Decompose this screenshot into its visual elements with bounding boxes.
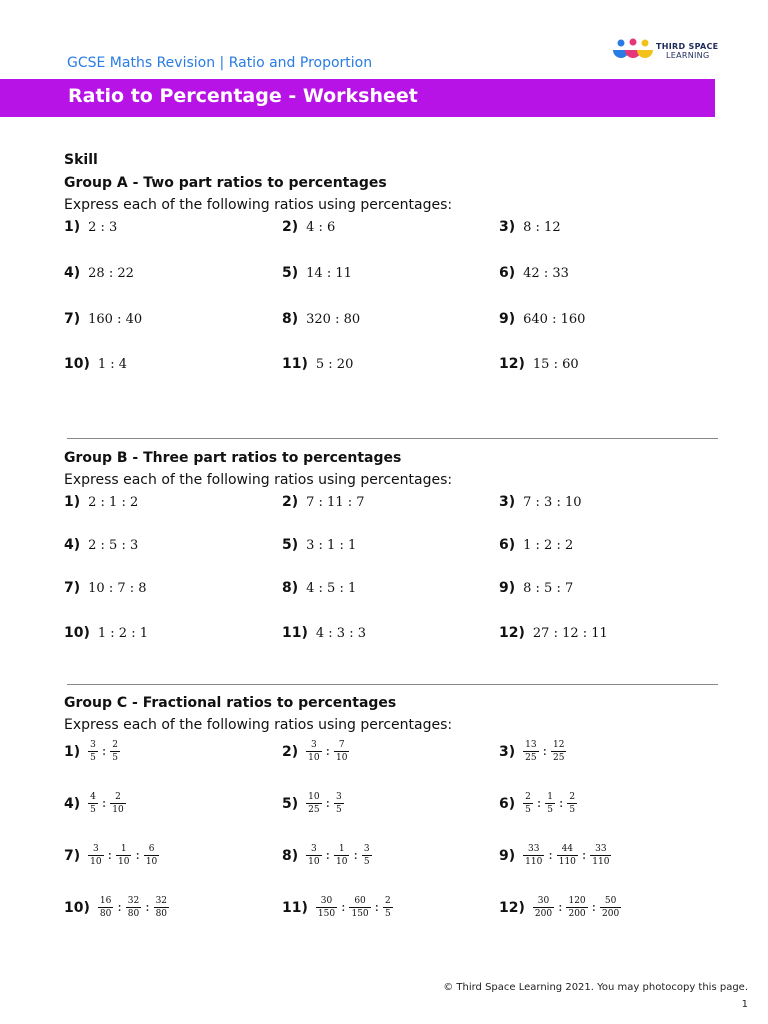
question-number: 2): [282, 743, 299, 760]
question-item: [64, 311, 142, 327]
fraction-denominator: 80: [99, 909, 112, 919]
fraction: [116, 844, 131, 867]
fraction: [88, 792, 98, 815]
fraction-denominator: 5: [569, 805, 576, 815]
ratio-expression: 14 : 11: [306, 265, 352, 281]
question-number: 10): [64, 356, 90, 372]
fraction-ratio: [523, 740, 566, 763]
question-number: 5): [282, 795, 299, 812]
ratio-colon: :: [325, 848, 330, 863]
question-number: 2): [282, 494, 299, 510]
fraction-ratio: [523, 792, 577, 815]
page-title: Ratio to Percentage - Worksheet: [68, 85, 418, 107]
fraction-numerator: 2: [569, 792, 576, 802]
fraction-denominator: 5: [547, 805, 553, 815]
skill-label: Skill: [64, 152, 98, 168]
fraction-numerator: 12: [552, 740, 565, 750]
fraction: [566, 896, 587, 919]
fraction: [334, 844, 349, 867]
question-item: [282, 580, 356, 596]
question-number: 4): [64, 537, 81, 553]
question-number: 4): [64, 795, 81, 812]
question-item: [64, 580, 147, 596]
question-number: 5): [282, 265, 299, 281]
ratio-colon: :: [374, 900, 380, 915]
question-number: 8): [282, 580, 299, 596]
fraction-denominator: 150: [351, 909, 369, 919]
fraction: [306, 792, 321, 815]
fraction-numerator: 2: [115, 792, 121, 802]
fraction-denominator: 80: [127, 909, 140, 919]
fraction-denominator: 10: [112, 805, 124, 815]
question-item: [282, 792, 344, 815]
fraction-ratio: [88, 740, 120, 763]
ratio-colon: :: [117, 900, 122, 915]
ratio-colon: :: [325, 744, 330, 759]
question-number: 5): [282, 537, 299, 553]
fraction-numerator: 3: [90, 740, 96, 750]
ratio-expression: 3 : 1 : 1: [306, 537, 357, 553]
question-item: [64, 844, 159, 867]
fraction: [110, 792, 125, 815]
fraction: [523, 740, 538, 763]
question-item: [282, 219, 335, 235]
fraction-numerator: 3: [363, 844, 370, 854]
fraction: [306, 844, 321, 867]
question-item: [64, 625, 148, 641]
question-item: [282, 844, 372, 867]
question-item: [499, 494, 582, 510]
group-c-instruction: Express each of the following ratios using percentages:: [64, 717, 453, 733]
ratio-expression: 2 : 3: [88, 219, 118, 235]
fraction: [334, 792, 344, 815]
ratio-expression: 28 : 22: [88, 265, 134, 281]
fraction-ratio: [98, 896, 169, 919]
logo-mark-icon: [612, 38, 654, 64]
question-item: [64, 740, 120, 763]
question-number: 11): [282, 625, 308, 641]
ratio-expression: 5 : 20: [315, 356, 354, 372]
question-item: [282, 494, 365, 510]
ratio-expression: 320 : 80: [306, 311, 361, 327]
fraction-denominator: 200: [534, 909, 553, 919]
fraction-denominator: 110: [592, 857, 610, 867]
question-number: 1): [64, 743, 81, 760]
fraction: [567, 792, 577, 815]
question-number: 9): [499, 311, 516, 327]
question-number: 3): [499, 219, 516, 235]
question-number: 7): [64, 847, 81, 864]
question-number: 9): [499, 847, 516, 864]
group-b-title: Group B - Three part ratios to percentages: [64, 450, 402, 466]
logo-line-1: THIRD SPACE: [656, 42, 719, 51]
fraction: [306, 740, 321, 763]
ratio-colon: :: [542, 744, 547, 759]
question-number: 11): [282, 899, 308, 916]
fraction-denominator: 10: [90, 857, 102, 867]
ratio-expression: 2 : 1 : 2: [88, 494, 139, 510]
fraction: [600, 896, 621, 919]
question-item: [499, 311, 585, 327]
fraction: [383, 896, 393, 919]
question-item: [499, 844, 611, 867]
fraction-numerator: 60: [354, 896, 366, 906]
question-number: 8): [282, 847, 299, 864]
fraction-numerator: 1: [338, 844, 345, 854]
fraction-denominator: 200: [568, 909, 586, 919]
question-number: 12): [499, 356, 525, 372]
ratio-expression: 15 : 60: [532, 356, 579, 372]
ratio-expression: 640 : 160: [523, 311, 586, 327]
question-number: 3): [499, 743, 516, 760]
group-a-instruction: Express each of the following ratios using percentages:: [64, 197, 453, 213]
third-space-learning-logo: [612, 38, 727, 64]
ratio-colon: :: [591, 900, 597, 915]
ratio-expression: 4 : 3 : 3: [315, 625, 366, 641]
fraction-denominator: 5: [385, 909, 391, 919]
ratio-expression: 2 : 5 : 3: [88, 537, 139, 553]
fraction-denominator: 110: [558, 857, 576, 867]
logo-line-2: LEARNING: [666, 51, 710, 60]
title-banner: [0, 79, 715, 117]
fraction-numerator: 120: [568, 896, 586, 906]
fraction-denominator: 5: [525, 805, 531, 815]
question-number: 1): [64, 494, 81, 510]
fraction-numerator: 1: [120, 844, 127, 854]
ratio-expression: 4 : 5 : 1: [306, 580, 357, 596]
group-c-title: Group C - Fractional ratios to percentages: [64, 695, 397, 711]
question-item: [282, 265, 352, 281]
question-item: [64, 356, 127, 372]
question-item: [282, 896, 393, 919]
divider-a-b: [67, 438, 718, 439]
ratio-colon: :: [558, 900, 563, 915]
question-item: [64, 265, 134, 281]
fraction-numerator: 3: [335, 792, 342, 802]
question-number: 6): [499, 265, 516, 281]
ratio-colon: :: [145, 900, 150, 915]
ratio-expression: 7 : 3 : 10: [523, 494, 582, 510]
fraction-numerator: 3: [93, 844, 99, 854]
fraction-ratio: [88, 792, 126, 815]
question-number: 7): [64, 580, 81, 596]
question-item: [64, 494, 138, 510]
question-item: [499, 896, 621, 919]
ratio-expression: 1 : 4: [97, 356, 128, 372]
ratio-expression: 1 : 2 : 1: [97, 625, 148, 641]
question-item: [282, 356, 353, 372]
question-item: [64, 537, 138, 553]
fraction-ratio: [306, 792, 344, 815]
fraction-ratio: [306, 844, 371, 867]
fraction: [110, 740, 120, 763]
fraction: [349, 896, 370, 919]
fraction-numerator: 30: [320, 896, 333, 906]
fraction-ratio: [533, 896, 621, 919]
fraction-denominator: 10: [308, 753, 320, 763]
question-number: 6): [499, 537, 516, 553]
ratio-colon: :: [341, 900, 346, 915]
fraction-ratio: [306, 740, 349, 763]
fraction-numerator: 30: [537, 896, 550, 906]
fraction-numerator: 16: [99, 896, 112, 906]
fraction: [545, 792, 555, 815]
fraction: [144, 844, 159, 867]
fraction-denominator: 5: [90, 753, 96, 763]
fraction: [126, 896, 141, 919]
group-b-instruction: Express each of the following ratios using percentages:: [64, 472, 453, 488]
question-item: [499, 537, 573, 553]
page-number: 1: [741, 999, 748, 1010]
ratio-colon: :: [101, 796, 107, 811]
question-number: 12): [499, 899, 525, 916]
ratio-expression: 1 : 2 : 2: [523, 537, 574, 553]
fraction: [557, 844, 578, 867]
fraction: [154, 896, 169, 919]
ratio-colon: :: [536, 796, 542, 811]
question-number: 12): [499, 625, 525, 641]
logo-text: [656, 42, 718, 60]
ratio-expression: 8 : 12: [523, 219, 561, 235]
group-a-title: Group A - Two part ratios to percentages: [64, 175, 387, 191]
question-item: [499, 356, 579, 372]
fraction-numerator: 33: [595, 844, 607, 854]
question-number: 7): [64, 311, 81, 327]
question-number: 1): [64, 219, 81, 235]
question-item: [282, 740, 349, 763]
footer-copyright: © Third Space Learning 2021. You may photocopy this page.: [443, 982, 748, 993]
fraction-numerator: 32: [127, 896, 140, 906]
fraction-numerator: 2: [385, 896, 391, 906]
ratio-expression: 27 : 12 : 11: [532, 625, 608, 641]
ratio-expression: 4 : 6: [306, 219, 336, 235]
question-item: [499, 219, 561, 235]
divider-b-c: [67, 684, 718, 685]
question-item: [282, 311, 360, 327]
fraction: [98, 896, 113, 919]
question-item: [499, 580, 573, 596]
fraction: [362, 844, 372, 867]
fraction-denominator: 10: [335, 753, 348, 763]
fraction: [88, 844, 103, 867]
fraction-denominator: 25: [552, 753, 565, 763]
question-item: [282, 625, 366, 641]
fraction-denominator: 200: [602, 909, 620, 919]
question-item: [64, 219, 117, 235]
question-number: 2): [282, 219, 299, 235]
question-item: [499, 625, 608, 641]
fraction-ratio: [316, 896, 393, 919]
ratio-expression: 8 : 5 : 7: [523, 580, 574, 596]
ratio-colon: :: [548, 848, 553, 863]
fraction-denominator: 110: [525, 857, 543, 867]
ratio-expression: 42 : 33: [523, 265, 569, 281]
fraction-numerator: 6: [148, 844, 155, 854]
fraction-numerator: 2: [112, 740, 118, 750]
fraction-numerator: 1: [547, 792, 553, 802]
fraction-denominator: 5: [112, 753, 118, 763]
question-number: 8): [282, 311, 299, 327]
question-item: [499, 740, 566, 763]
fraction-denominator: 10: [335, 857, 348, 867]
fraction-numerator: 4: [90, 792, 96, 802]
fraction-ratio: [88, 844, 159, 867]
fraction-denominator: 10: [145, 857, 158, 867]
fraction: [551, 740, 566, 763]
question-item: [64, 792, 126, 815]
ratio-colon: :: [135, 848, 140, 863]
fraction-denominator: 80: [155, 909, 168, 919]
question-number: 9): [499, 580, 516, 596]
question-number: 3): [499, 494, 516, 510]
fraction: [88, 740, 98, 763]
fraction: [523, 792, 533, 815]
fraction: [334, 740, 349, 763]
fraction: [523, 844, 544, 867]
fraction-denominator: 5: [335, 805, 342, 815]
fraction-numerator: 3: [311, 740, 317, 750]
fraction: [533, 896, 554, 919]
question-number: 10): [64, 899, 90, 916]
ratio-colon: :: [107, 848, 112, 863]
fraction: [316, 896, 337, 919]
fraction-denominator: 10: [117, 857, 130, 867]
question-number: 10): [64, 625, 90, 641]
ratio-colon: :: [353, 848, 358, 863]
header-subtitle: GCSE Maths Revision | Ratio and Proportion: [67, 55, 373, 71]
fraction-denominator: 25: [525, 753, 537, 763]
fraction-numerator: 13: [525, 740, 537, 750]
fraction-ratio: [523, 844, 611, 867]
fraction-numerator: 3: [311, 844, 317, 854]
ratio-expression: 7 : 11 : 7: [306, 494, 365, 510]
question-item: [499, 792, 577, 815]
fraction-numerator: 10: [308, 792, 320, 802]
ratio-colon: :: [325, 796, 330, 811]
fraction-numerator: 32: [155, 896, 168, 906]
ratio-expression: 10 : 7 : 8: [88, 580, 147, 596]
question-item: [282, 537, 356, 553]
fraction-denominator: 5: [90, 805, 96, 815]
question-number: 4): [64, 265, 81, 281]
fraction-denominator: 150: [317, 909, 336, 919]
question-item: [499, 265, 569, 281]
fraction-denominator: 25: [308, 805, 320, 815]
ratio-colon: :: [559, 796, 564, 811]
question-number: 11): [282, 356, 308, 372]
fraction-denominator: 10: [308, 857, 320, 867]
ratio-colon: :: [101, 744, 107, 759]
fraction-numerator: 33: [528, 844, 540, 854]
fraction: [590, 844, 611, 867]
ratio-expression: 160 : 40: [88, 311, 143, 327]
question-number: 6): [499, 795, 516, 812]
fraction-numerator: 44: [561, 844, 574, 854]
fraction-numerator: 50: [604, 896, 617, 906]
question-item: [64, 896, 169, 919]
ratio-colon: :: [581, 848, 587, 863]
fraction-numerator: 7: [338, 740, 345, 750]
fraction-numerator: 2: [525, 792, 531, 802]
fraction-denominator: 5: [363, 857, 370, 867]
